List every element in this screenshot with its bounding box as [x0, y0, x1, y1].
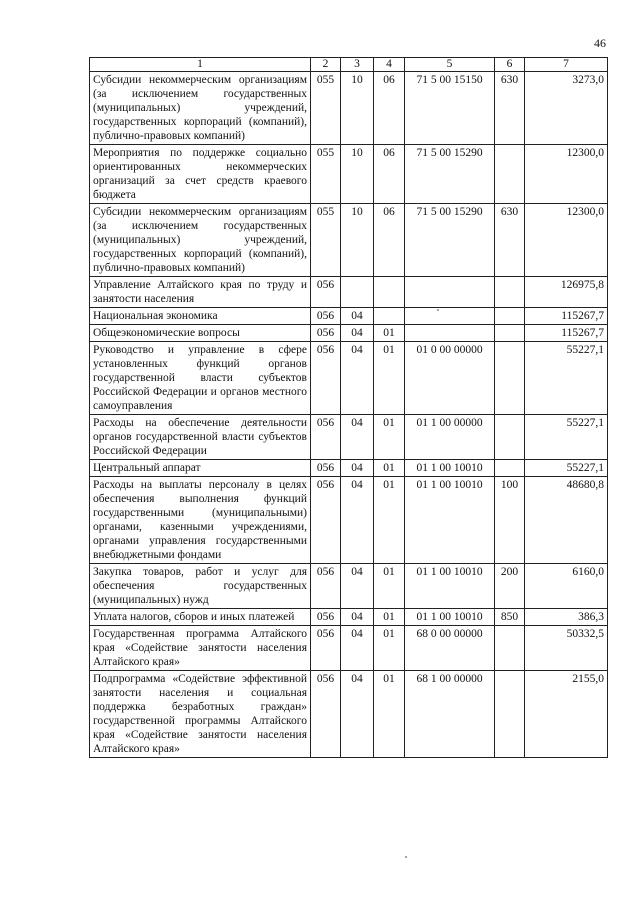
row-name: Расходы на выплаты персоналу в целях обеспечения выполнения функций государственными (муниципальными) органами, казенными учреждениями, органами управления государственными внебюджетными фондами [90, 477, 311, 564]
target-article-code: 01 1 00 10010 [405, 564, 495, 609]
amount: 115267,7 [525, 308, 608, 325]
target-article-code: 01 1 00 10010 [405, 460, 495, 477]
expense-type-code [495, 325, 525, 342]
scan-speck [437, 309, 439, 311]
amount: 126975,8 [525, 277, 608, 308]
target-article-code: 68 0 00 00000 [405, 626, 495, 671]
row-name: Подпрограмма «Содействие эффективной занятости населения и социальная поддержка безработных граждан» государственной программы Алтайского края «Содействие занятости населения Алтайского края» [90, 671, 311, 758]
expense-type-code: 100 [495, 477, 525, 564]
table-row [90, 671, 608, 758]
table-row [90, 277, 608, 308]
row-name: Расходы на обеспечение деятельности органов государственной власти субъектов Российской Федерации [90, 415, 311, 460]
table-row [90, 626, 608, 671]
column-header: 6 [495, 58, 525, 72]
row-name: Центральный аппарат [90, 460, 311, 477]
header-row [90, 58, 608, 72]
section-code: 04 [341, 609, 374, 626]
column-header: 3 [341, 58, 374, 72]
target-article-code: 68 1 00 00000 [405, 671, 495, 758]
section-code [341, 277, 374, 308]
ministry-code: 055 [311, 204, 341, 277]
table-row [90, 609, 608, 626]
expense-type-code [495, 342, 525, 415]
ministry-code: 056 [311, 342, 341, 415]
expense-type-code [495, 415, 525, 460]
expense-type-code [495, 277, 525, 308]
subsection-code: 01 [374, 415, 405, 460]
amount: 115267,7 [525, 325, 608, 342]
target-article-code: 01 0 00 00000 [405, 342, 495, 415]
target-article-code: 01 1 00 10010 [405, 609, 495, 626]
column-header: 1 [90, 58, 311, 72]
row-name: Руководство и управление в сфере установленных функций органов государственной власти субъектов Российской Федерации и органов местного самоуправления [90, 342, 311, 415]
table-row [90, 308, 608, 325]
column-header: 7 [525, 58, 608, 72]
expense-type-code: 200 [495, 564, 525, 609]
target-article-code: 01 1 00 00000 [405, 415, 495, 460]
table-row [90, 342, 608, 415]
amount: 55227,1 [525, 342, 608, 415]
subsection-code [374, 308, 405, 325]
amount: 3273,0 [525, 72, 608, 145]
ministry-code: 055 [311, 72, 341, 145]
target-article-code: 71 5 00 15290 [405, 145, 495, 204]
section-code: 04 [341, 325, 374, 342]
row-name: Управление Алтайского края по труду и занятости населения [90, 277, 311, 308]
section-code: 04 [341, 477, 374, 564]
expense-type-code [495, 671, 525, 758]
ministry-code: 056 [311, 415, 341, 460]
row-name: Субсидии некоммерческим организациям (за исключением государственных (муниципальных) учреждений, государственных корпораций (компаний), публично-правовых компаний) [90, 72, 311, 145]
subsection-code: 01 [374, 671, 405, 758]
subsection-code: 06 [374, 204, 405, 277]
subsection-code: 01 [374, 564, 405, 609]
row-name: Закупка товаров, работ и услуг для обеспечения государственных (муниципальных) нужд [90, 564, 311, 609]
ministry-code: 055 [311, 145, 341, 204]
ministry-code: 056 [311, 671, 341, 758]
table-row [90, 460, 608, 477]
amount: 2155,0 [525, 671, 608, 758]
section-code: 04 [341, 564, 374, 609]
budget-table [89, 57, 608, 758]
expense-type-code: 850 [495, 609, 525, 626]
target-article-code [405, 277, 495, 308]
amount: 6160,0 [525, 564, 608, 609]
scan-speck [405, 856, 407, 858]
amount: 48680,8 [525, 477, 608, 564]
section-code: 04 [341, 308, 374, 325]
column-header: 2 [311, 58, 341, 72]
table-row [90, 325, 608, 342]
section-code: 04 [341, 415, 374, 460]
table-row [90, 564, 608, 609]
subsection-code: 06 [374, 145, 405, 204]
table-row [90, 477, 608, 564]
section-code: 04 [341, 671, 374, 758]
amount: 12300,0 [525, 145, 608, 204]
section-code: 04 [341, 342, 374, 415]
table-row [90, 415, 608, 460]
section-code: 10 [341, 145, 374, 204]
expense-type-code [495, 308, 525, 325]
table-row [90, 72, 608, 145]
subsection-code: 01 [374, 325, 405, 342]
row-name: Государственная программа Алтайского края «Содействие занятости населения Алтайского края» [90, 626, 311, 671]
expense-type-code: 630 [495, 204, 525, 277]
column-header: 4 [374, 58, 405, 72]
subsection-code: 06 [374, 72, 405, 145]
ministry-code: 056 [311, 609, 341, 626]
row-name: Мероприятия по поддержке социально ориентированных некоммерческих организаций за счет средств краевого бюджета [90, 145, 311, 204]
amount: 55227,1 [525, 415, 608, 460]
target-article-code [405, 325, 495, 342]
subsection-code: 01 [374, 477, 405, 564]
expense-type-code [495, 460, 525, 477]
amount: 386,3 [525, 609, 608, 626]
ministry-code: 056 [311, 626, 341, 671]
section-code: 04 [341, 626, 374, 671]
table-row [90, 145, 608, 204]
ministry-code: 056 [311, 564, 341, 609]
ministry-code: 056 [311, 460, 341, 477]
expense-type-code [495, 145, 525, 204]
table-row [90, 204, 608, 277]
target-article-code: 71 5 00 15290 [405, 204, 495, 277]
row-name: Уплата налогов, сборов и иных платежей [90, 609, 311, 626]
ministry-code: 056 [311, 277, 341, 308]
section-code: 10 [341, 204, 374, 277]
ministry-code: 056 [311, 308, 341, 325]
section-code: 10 [341, 72, 374, 145]
subsection-code: 01 [374, 609, 405, 626]
subsection-code: 01 [374, 460, 405, 477]
ministry-code: 056 [311, 325, 341, 342]
target-article-code [405, 308, 495, 325]
column-header: 5 [405, 58, 495, 72]
page-number: 46 [594, 36, 606, 50]
row-name: Общеэкономические вопросы [90, 325, 311, 342]
amount: 12300,0 [525, 204, 608, 277]
target-article-code: 01 1 00 10010 [405, 477, 495, 564]
row-name: Субсидии некоммерческим организациям (за исключением государственных (муниципальных) учреждений, государственных корпораций (компаний), публично-правовых компаний) [90, 204, 311, 277]
target-article-code: 71 5 00 15150 [405, 72, 495, 145]
subsection-code: 01 [374, 626, 405, 671]
section-code: 04 [341, 460, 374, 477]
ministry-code: 056 [311, 477, 341, 564]
amount: 55227,1 [525, 460, 608, 477]
subsection-code [374, 277, 405, 308]
row-name: Национальная экономика [90, 308, 311, 325]
subsection-code: 01 [374, 342, 405, 415]
expense-type-code: 630 [495, 72, 525, 145]
expense-type-code [495, 626, 525, 671]
amount: 50332,5 [525, 626, 608, 671]
